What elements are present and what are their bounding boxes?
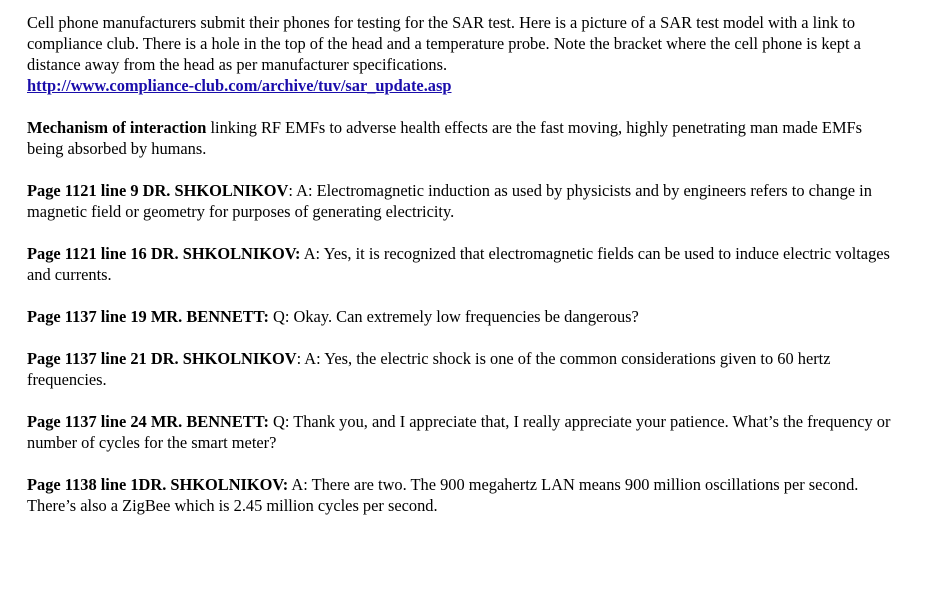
- paragraph-gap: [27, 222, 892, 243]
- quote-reference: Page 1137 line 21 DR. SHKOLNIKOV: [27, 349, 297, 368]
- quote-text: : A: Electromagnetic induction as used by physicists and by engineers refers to change in magnetic field or geometry for purposes of generating electricity.: [27, 181, 872, 221]
- quote-text: : A: Yes, the electric shock is one of the common considerations given to 60 hertz frequencies.: [27, 349, 831, 389]
- quote-paragraph: [27, 474, 892, 516]
- paragraph-gap: [27, 453, 892, 474]
- quote-text: Q: Okay. Can extremely low frequencies be dangerous?: [268, 307, 639, 326]
- paragraph-gap: [27, 285, 892, 306]
- quote-paragraph: [27, 243, 892, 285]
- paragraph-gap: [27, 159, 892, 180]
- quote-reference: Page 1137 line 19 MR. BENNETT:: [27, 307, 269, 326]
- quote-paragraph: [27, 348, 892, 390]
- compliance-club-link[interactable]: http://www.compliance-club.com/archive/tuv/sar_update.asp: [27, 76, 452, 95]
- quote-paragraph: [27, 411, 892, 453]
- quote-reference: Page 1121 line 16 DR. SHKOLNIKOV:: [27, 244, 301, 263]
- quote-reference: Page 1121 line 9 DR. SHKOLNIKOV: [27, 181, 289, 200]
- quote-text: A: There are two. The 900 megahertz LAN means 900 million oscillations per second. There’s also a ZigBee which is 2.45 million cycles per second.: [27, 475, 859, 515]
- quote-paragraph: [27, 180, 892, 222]
- mechanism-label: Mechanism of interaction: [27, 118, 207, 137]
- quote-text: A: Yes, it is recognized that electromagnetic fields can be used to induce electric voltages and currents.: [27, 244, 890, 284]
- paragraph-gap: [27, 390, 892, 411]
- intro-text: Cell phone manufacturers submit their phones for testing for the SAR test. Here is a picture of a SAR test model with a link to compliance club. There is a hole in the top of the head and a temperature probe. Note the bracket where the cell phone is kept a distance away from the head as per manufacturer specifications.: [27, 13, 861, 74]
- paragraph-gap: [27, 96, 892, 117]
- quote-text: Q: Thank you, and I appreciate that, I really appreciate your patience. What’s the frequency or number of cycles for the smart meter?: [27, 412, 891, 452]
- mechanism-text: linking RF EMFs to adverse health effects are the fast moving, highly penetrating man made EMFs being absorbed by humans.: [27, 118, 863, 158]
- quote-reference: Page 1138 line 1DR. SHKOLNIKOV:: [27, 475, 289, 494]
- intro-paragraph: [27, 12, 892, 96]
- mechanism-paragraph: [27, 117, 892, 159]
- quote-reference: Page 1137 line 24 MR. BENNETT:: [27, 412, 269, 431]
- quote-paragraph: [27, 306, 892, 327]
- paragraph-gap: [27, 327, 892, 348]
